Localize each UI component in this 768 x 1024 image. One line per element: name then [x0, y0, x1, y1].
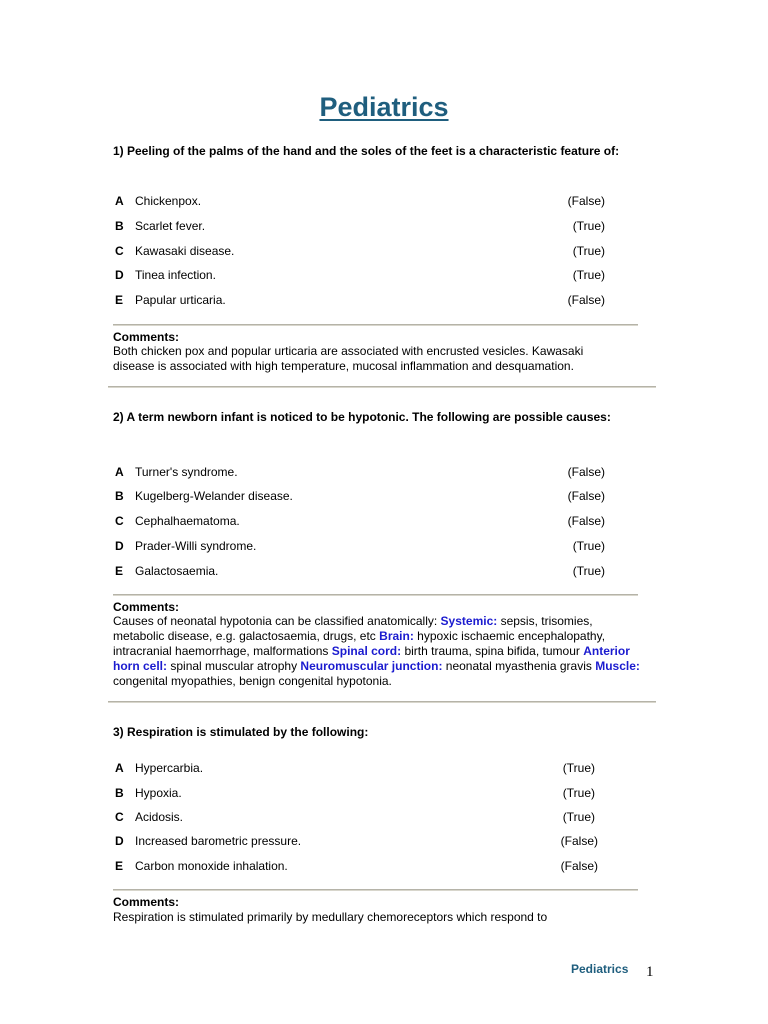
divider [113, 889, 638, 891]
keyword-spinal-cord: Spinal cord: [331, 644, 402, 658]
comments-text: Causes of neonatal hypotonia can be classified anatomically: Systemic: sepsis, trisomies, metabolic disease, e.g. galactosaemia, drugs, etc Brain: hypoxic ischaemic encephalopathy, intracranial haemorrhage, malformations Spinal cord: birth trauma, spina bifida, tumour Anterior horn cell: spinal muscular atrophy Neuromuscular junction: neonatal myasthenia gravis Muscle: congenital myopathies, benign congenital hypotonia. [113, 614, 640, 688]
option-text: Prader-Willi syndrome. [135, 539, 257, 553]
option-letter: C [115, 810, 124, 824]
keyword-neuromuscular-junction: Neuromuscular junction: [300, 659, 443, 673]
option-text: Hypercarbia. [135, 761, 204, 775]
option-text: Kawasaki disease. [135, 244, 235, 258]
option-text: Carbon monoxide inhalation. [135, 859, 288, 873]
option-text: Chickenpox. [135, 194, 202, 208]
option-text: Kugelberg-Welander disease. [135, 489, 293, 503]
footer-label: Pediatrics [571, 962, 629, 976]
option-letter: C [115, 244, 124, 258]
keyword-brain: Brain: [379, 629, 414, 643]
divider [113, 324, 638, 326]
option-text: Turner's syndrome. [135, 465, 238, 479]
option-answer: (False) [560, 859, 598, 873]
option-letter: B [115, 786, 124, 800]
option-text: Cephalhaematoma. [135, 514, 240, 528]
comments-heading: Comments: [113, 895, 180, 909]
option-answer: (True) [572, 268, 605, 282]
page-title: Pediatrics [319, 92, 449, 122]
option-text: Papular urticaria. [135, 293, 226, 307]
option-answer: (True) [572, 244, 605, 258]
q3-option-d [113, 832, 605, 850]
q3-option-b [113, 784, 605, 802]
option-letter: E [115, 859, 124, 873]
option-answer: (False) [567, 293, 605, 307]
option-answer: (False) [560, 834, 598, 848]
option-letter: B [115, 489, 124, 503]
option-text: Galactosaemia. [135, 564, 219, 578]
q3-option-c [113, 808, 605, 826]
option-letter: E [115, 564, 124, 578]
option-letter: D [115, 834, 124, 848]
divider [108, 701, 656, 703]
q2-option-c [113, 512, 605, 530]
option-letter: C [115, 514, 124, 528]
option-letter: D [115, 268, 124, 282]
option-letter: D [115, 539, 124, 553]
option-letter: A [115, 465, 124, 479]
option-answer: (True) [562, 761, 595, 775]
q1-option-a [113, 192, 605, 210]
q1-option-b [113, 217, 605, 235]
option-answer: (True) [572, 539, 605, 553]
divider [108, 386, 656, 388]
option-answer: (False) [567, 489, 605, 503]
question-1-prompt: 1) Peeling of the palms of the hand and the soles of the feet is a characteristic feature of: [113, 144, 620, 158]
page-number: 1 [646, 964, 654, 980]
comments-heading: Comments: [113, 330, 180, 344]
option-answer: (True) [562, 786, 595, 800]
q1-option-d [113, 266, 605, 284]
option-text: Scarlet fever. [135, 219, 206, 233]
option-answer: (False) [567, 465, 605, 479]
divider [113, 594, 638, 596]
keyword-systemic: Systemic: [440, 614, 498, 628]
option-letter: E [115, 293, 124, 307]
option-text: Tinea infection. [135, 268, 216, 282]
option-letter: A [115, 194, 124, 208]
comments-text: Respiration is stimulated primarily by medullary chemoreceptors which respond to [113, 910, 548, 924]
comments-heading: Comments: [113, 600, 180, 614]
q2-option-b [113, 487, 605, 505]
q3-option-a [113, 759, 605, 777]
comments-text: Both chicken pox and popular urticaria are associated with encrusted vesicles. Kawasaki disease is associated with high temperature, mucosal inflammation and desquamation. [113, 344, 584, 373]
option-letter: B [115, 219, 124, 233]
option-text: Increased barometric pressure. [135, 834, 302, 848]
question-3-prompt: 3) Respiration is stimulated by the following: [113, 725, 369, 739]
option-answer: (False) [567, 514, 605, 528]
option-text: Acidosis. [135, 810, 184, 824]
q2-option-e [113, 562, 605, 580]
option-answer: (False) [567, 194, 605, 208]
q3-option-e [113, 857, 605, 875]
q1-option-e [113, 291, 605, 309]
q2-option-d [113, 537, 605, 555]
question-2-prompt: 2) A term newborn infant is noticed to be hypotonic. The following are possible causes: [113, 410, 611, 424]
option-answer: (True) [572, 564, 605, 578]
q2-option-a [113, 463, 605, 481]
option-text: Hypoxia. [135, 786, 182, 800]
option-answer: (True) [572, 219, 605, 233]
keyword-anterior-horn-cell: Anterior horn cell: [113, 644, 630, 673]
keyword-muscle: Muscle: [595, 659, 640, 673]
q1-option-c [113, 242, 605, 260]
option-letter: A [115, 761, 124, 775]
option-answer: (True) [562, 810, 595, 824]
